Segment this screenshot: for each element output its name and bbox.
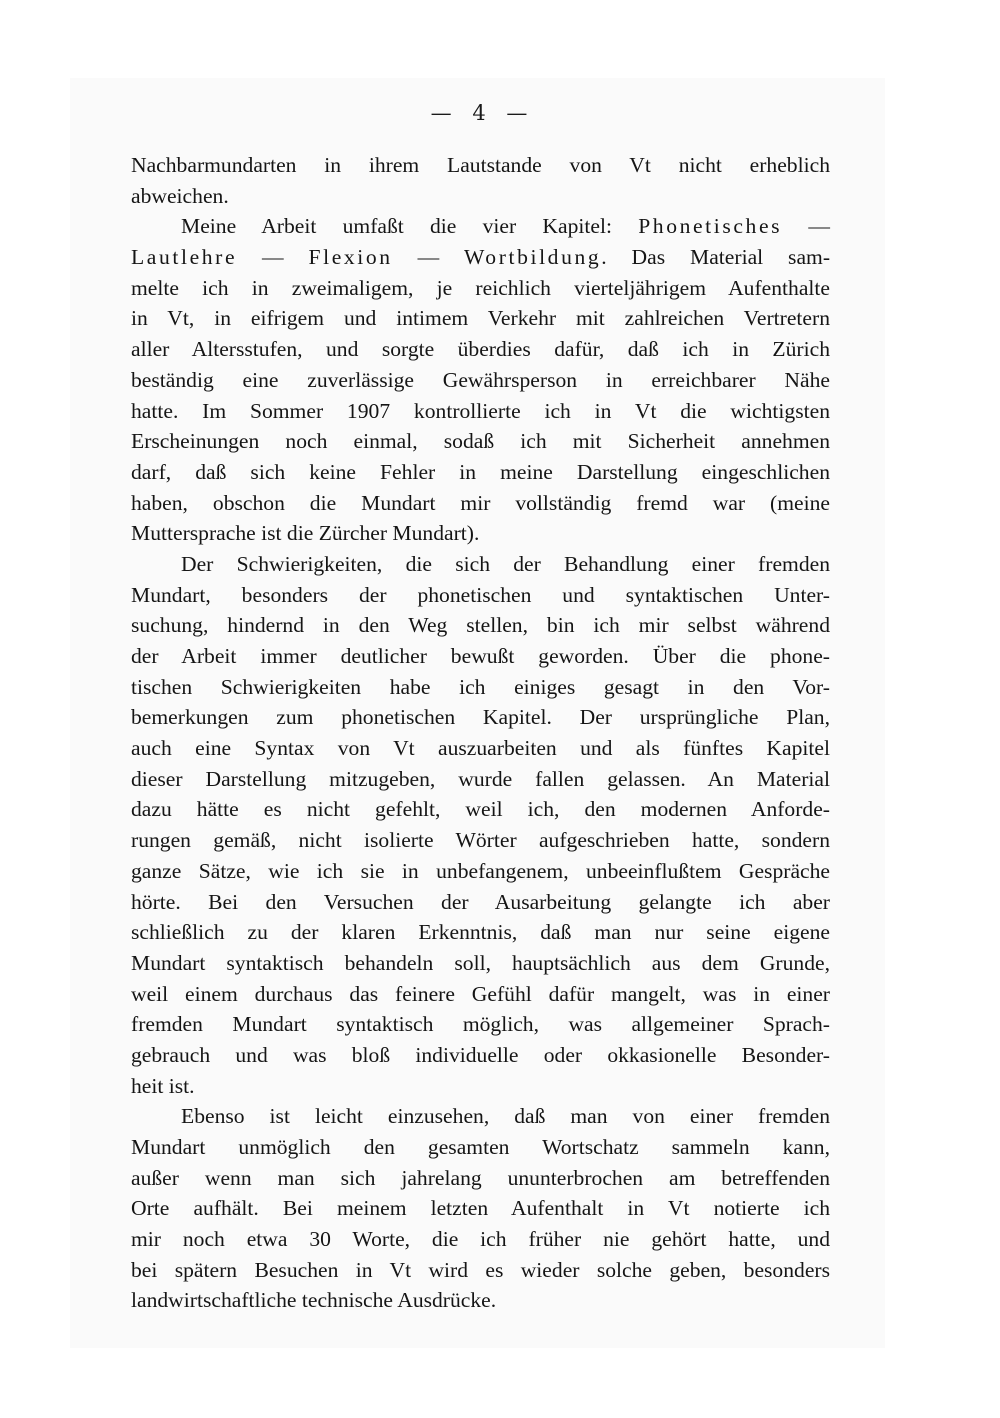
text-line xyxy=(131,242,830,273)
emphasized-term: Flexion xyxy=(308,245,393,270)
text-line: Ebenso ist leicht einzusehen, daß man von einer fremden xyxy=(181,1104,830,1129)
text-line: hörte. Bei den Versuchen der Ausarbeitung gelangte ich aber xyxy=(131,889,830,914)
text-line: landwirtschaftliche technische Ausdrücke. xyxy=(131,1288,497,1313)
text-line: Orte aufhält. Bei meinem letzten Aufenthalt in Vt notierte ich xyxy=(131,1196,830,1221)
text-line: dazu hätte es nicht gefehlt, weil ich, den modernen Anforde- xyxy=(131,797,830,822)
text-line: Der Schwierigkeiten, die sich der Behandlung einer fremden xyxy=(181,551,830,576)
text-line: tischen Schwierigkeiten habe ich einiges gesagt in den Vor- xyxy=(131,674,830,699)
text-line: gebrauch und was bloß individuelle oder okkasionelle Besonder- xyxy=(131,1042,830,1067)
text-line: Erscheinungen noch einmal, sodaß ich mit Sicherheit annehmen xyxy=(131,429,830,454)
text-span: Meine Arbeit umfaßt die vier Kapitel: xyxy=(181,214,639,239)
text-line xyxy=(131,211,830,242)
text-line: rungen gemäß, nicht isolierte Wörter aufgeschrieben hatte, sondern xyxy=(131,828,830,853)
text-line: hatte. Im Sommer 1907 kontrollierte ich in Vt die wichtigsten xyxy=(131,398,830,423)
text-line: suchung, hindernd in den Weg stellen, bin ich mir selbst während xyxy=(131,613,830,638)
text-span: — xyxy=(237,245,309,270)
text-line: heit ist. xyxy=(131,1073,195,1098)
text-line: Nachbarmundarten in ihrem Lautstande von Vt nicht erheblich xyxy=(131,153,830,177)
text-line: bemerkungen zum phonetischen Kapitel. Der ursprüngliche Plan, xyxy=(131,705,830,730)
text-line: Muttersprache ist die Zürcher Mundart). xyxy=(131,521,480,546)
text-line: haben, obschon die Mundart mir vollständig fremd war (meine xyxy=(131,490,830,515)
emphasized-term: Lautlehre xyxy=(131,245,238,270)
body-text xyxy=(131,150,830,1316)
text-line: abweichen. xyxy=(131,183,229,208)
text-line: Mundart unmöglich den gesamten Wortschatz sammeln kann, xyxy=(131,1135,830,1159)
text-line: in Vt, in eifrigem und intimem Verkehr mit zahlreichen Vertretern xyxy=(131,306,830,331)
text-line: dieser Darstellung mitzugeben, wurde fallen gelassen. An Material xyxy=(131,766,830,791)
text-line: Mundart syntaktisch behandeln soll, hauptsächlich aus dem Grunde, xyxy=(131,950,830,975)
text-line: bei spätern Besuchen in Vt wird es wieder solche geben, besonders xyxy=(131,1257,830,1282)
text-line: der Arbeit immer deutlicher bewußt geworden. Über die phone- xyxy=(131,644,830,668)
text-span: . Das Material sam- xyxy=(601,245,831,270)
text-line: Mundart, besonders der phonetischen und syntaktischen Unter- xyxy=(131,582,830,607)
text-line: aller Altersstufen, und sorgte überdies dafür, daß ich in Zürich xyxy=(131,337,830,362)
text-line: weil einem durchaus das feinere Gefühl dafür mangelt, was in einer xyxy=(131,981,830,1006)
text-line: schließlich zu der klaren Erkenntnis, daß man nur seine eigene xyxy=(131,920,830,945)
text-line: ganze Sätze, wie ich sie in unbefangenem, unbeeinflußtem Gespräche xyxy=(131,858,830,883)
page-number: — 4 — xyxy=(430,101,530,125)
text-line: auch eine Syntax von Vt auszuarbeiten und als fünftes Kapitel xyxy=(131,736,830,761)
text-line: melte ich in zweimaligem, je reichlich vierteljährigem Aufenthalte xyxy=(131,275,830,300)
text-line: außer wenn man sich jahrelang ununterbrochen am betreffenden xyxy=(131,1165,830,1190)
text-line: mir noch etwa 30 Worte, die ich früher nie gehört hatte, und xyxy=(131,1227,830,1252)
text-span: — xyxy=(782,214,830,239)
text-line: darf, daß sich keine Fehler in meine Darstellung eingeschlichen xyxy=(131,459,830,484)
text-line: fremden Mundart syntaktisch möglich, was allgemeiner Sprach- xyxy=(131,1012,830,1037)
emphasized-term: Wortbildung xyxy=(464,245,602,270)
text-span: — xyxy=(392,245,465,270)
text-line: beständig eine zuverlässige Gewährsperson in erreichbarer Nähe xyxy=(131,367,830,392)
emphasized-term: Phonetisches xyxy=(638,214,783,239)
